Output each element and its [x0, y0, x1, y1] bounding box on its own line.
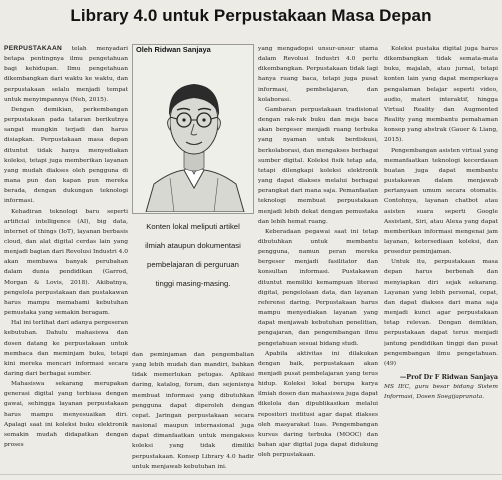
paragraph: Kehadiran teknologi baru seperti artificial intelligence (AI), big data, internet of things (IoT), layanan berbasis cloud, dan alat digital cerdas lain yang menjadi bagian dari Revolusi Industri 4.0 akan membawa banyak perubahan dalam dunia pendidikan (Garrod, Morgan & Lovis, 2018). Akibatnya, pengelola perpustakaan dan pustakawan harus mampu memahami kebutuhan pemustaka yang semakin beragam. — [4, 208, 128, 317]
divider — [0, 474, 502, 475]
paragraph: Untuk itu, perpustakaan masa depan harus berbenah dan menyiapkan diri sejak sekarang. Layanan yang lebih personal, cepat, dan dapat diakses dari mana saja menjadi kunci agar perpustakaan tetap relevan. Dengan demikian, perpustakaan dapat terus menjadi jantung pendidikan tinggi dan pusat pengembangan ilmu pengetahuan. (49) — [384, 259, 498, 367]
article-column-2 — [132, 350, 254, 474]
article-column-3 — [258, 44, 378, 474]
pull-quote — [134, 217, 252, 293]
author-bio: MS IEC, guru besar bidang Sistem Informasi, Dosen Soegijapranata. — [384, 384, 498, 401]
article-column-1 — [4, 44, 128, 474]
paragraph: Apabila aktivitas ini dilakukan dengan baik, perpustakaan akan menjadi pusat pembelajaran yang terus hidup. Koleksi lokal berupa karya ilmiah dosen dan mahasiswa juga dapat dikelola dan dipublikasikan melalui repositori institusi agar dapat diakses oleh masyarakat luas. Pengembangan kursus daring terbuka (MOOC) dan bahan ajar digital juga dapat didukung oleh perpustakaan. — [258, 350, 378, 459]
pull-quote-line: ilmiah ataupun dokumentasi — [145, 241, 241, 250]
paragraph: Koleksi pustaka digital juga harus dikembangkan tidak semata-mata buku, majalah, atau jurnal, tetapi konten lain yang dapat memperkaya pengalaman belajar seperti video, audio, materi interaktif, hingga Virtual Reality dan Augmented Reality yang membantu pemahaman konsep yang abstrak (Gauer & Liang, 2015). — [384, 46, 498, 144]
paragraph: Mahasiswa sekarang merupakan generasi digital yang terbiasa dengan gawai, sehingga layanan perpustakaan harus mampu menyesuaikan diri. Apalagi saat ini koleksi buku elektronik semakin mudah didapatkan dengan proses — [4, 381, 128, 449]
pull-quote-line: tinggi masing-masing. — [155, 279, 231, 288]
paragraph: PERPUSTAKAAN telah menyadari betapa pentingnya ilmu pengetahuan bagi kehidupan. Ilmu pengetahuan dikembangkan dari waktu ke waktu, dan perpustakaan selalu menjadi tempat untuk menyimpannya (Neh, 2015). — [4, 45, 128, 103]
paragraph: Dengan demikian, perkembangan perpustakaan pada tataran berikutnya sangat mungkin terjadi dan harus disiapkan. Perpustakaan masa depan dituntut tidak hanya menyediakan koleksi, tetapi juga memberikan layanan yang mudah diakses oleh pengguna di mana pun dan kapan pun mereka berada, dengan dukungan teknologi informasi. — [4, 106, 128, 205]
pull-quote-line: pembelajaran di perguruan — [147, 260, 239, 269]
paragraph: Keberadaan pegawai saat ini tetap dibutuhkan untuk membantu pengguna, namun peran mereka bergeser menjadi fasilitator dan konsultan informasi. Pustakawan dituntut memiliki kemampuan literasi digital, pengelolaan data, dan layanan referensi daring. Perpustakaan harus mampu menyediakan layanan yang dapat menjawab kebutuhan penelitian, pengajaran, dan pengembangan ilmu pengetahuan sesuai bidang studi. — [258, 228, 378, 347]
article-headline: Library 4.0 untuk Perpustakaan Masa Depan — [70, 6, 432, 25]
paragraph: yang mengadopsi unsur-unsur utama dalam Revolusi Industri 4.0 perlu dikembangkan. Perpustakaan tidak lagi hanya ruang baca, tetapi juga pusat informasi, pembelajaran, dan kolaborasi. — [258, 46, 378, 103]
author-signature: —Prof Dr F Ridwan Sanjaya — [399, 373, 498, 381]
author-byline: Oleh Ridwan Sanjaya — [136, 45, 211, 54]
article-column-4 — [384, 44, 498, 474]
paragraph: Pengembangan asisten virtual yang memanfaatkan teknologi kecerdasan buatan juga dapat membantu pustakawan dalam menjawab pertanyaan umum secara otomatis. Contohnya, layanan chatbot atau asisten suara seperti Google Assistant, Siri, atau Alexa yang dapat memberikan informasi mengenai jam layanan, ketersediaan koleksi, dan prosedur peminjaman. — [384, 147, 498, 256]
dropcap-word: PERPUSTAKAAN — [4, 45, 63, 52]
paragraph: dan peminjaman dan pengembalian yang lebih mudah dan mandiri, bahkan tidak memerlukan petugas. Aplikasi daring, katalog, forum, dan sejenisnya membuat informasi yang dibutuhkan pengguna dapat diperoleh dengan cepat. Jaringan perpustakaan secara nasional maupun internasional juga dapat dimanfaatkan untuk mengakses koleksi yang tidak dimiliki perpustakaan. Konsep Library 4.0 hadir untuk menjawab kebutuhan ini. — [132, 352, 254, 470]
paragraph: Gambaran perpustakaan tradisional dengan rak-rak buku dan meja baca akan bergeser menjadi ruang terbuka yang nyaman untuk berdiskusi, berkolaborasi, dan mengakses berbagai sumber digital. Koleksi fisik tetap ada, tetapi dilengkapi koleksi elektronik yang dapat diakses melalui berbagai perangkat dari mana saja. Pemanfaatan teknologi membuat perpustakaan menjadi lebih dekat dengan pemustaka dan lebih hemat ruang. — [258, 106, 378, 225]
paragraph: Hal ini terlihat dari adanya pergeseran kebutuhan. Dahulu mahasiswa dan dosen datang ke perpustakaan untuk membaca dan meminjam buku, tetapi kini mereka mencari informasi secara daring dari berbagai sumber. — [4, 320, 128, 377]
author-portrait — [140, 56, 248, 212]
pull-quote-line: Konten lokal meliputi artikel — [146, 222, 240, 231]
